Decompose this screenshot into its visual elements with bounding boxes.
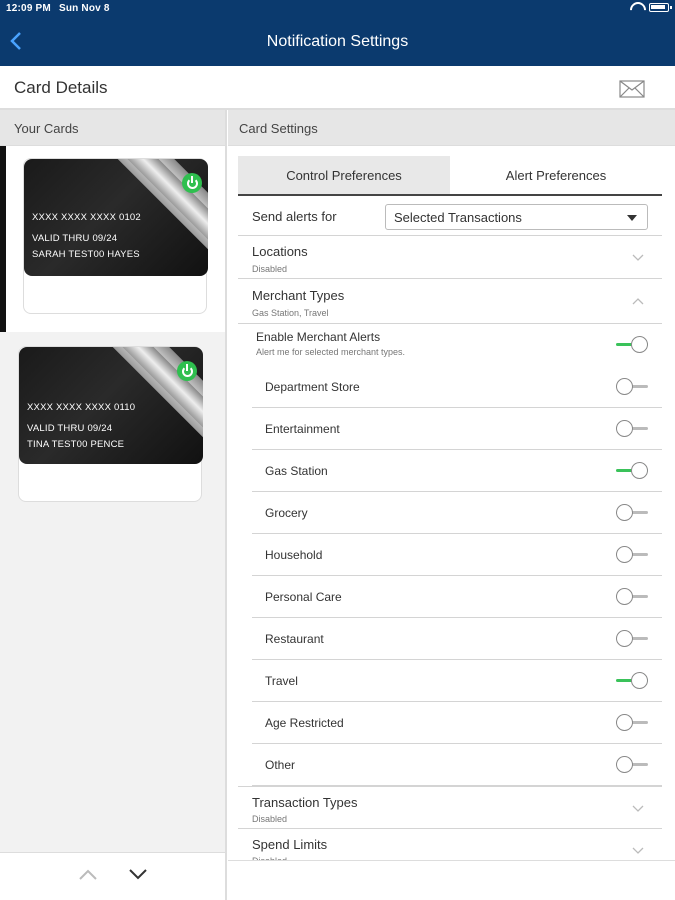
merchant-label: Restaurant (265, 632, 324, 646)
merchant-row (252, 576, 662, 618)
merchant-label: Age Restricted (265, 716, 344, 730)
card-item-0102[interactable] (0, 146, 225, 332)
page-title: Notification Settings (266, 33, 409, 50)
tab-alert-preferences[interactable]: Alert Preferences (505, 168, 607, 183)
top-bar (0, 0, 675, 66)
merchant-toggle[interactable] (616, 504, 648, 522)
merchant-row (252, 492, 662, 534)
merchant-row (252, 366, 662, 408)
preference-tabs (238, 156, 662, 196)
status-bar (6, 3, 110, 14)
card-number: XXXX XXXX XXXX 0102 (32, 212, 141, 223)
chevron-down-icon (632, 254, 644, 262)
merchant-label: Grocery (265, 506, 308, 520)
merchant-types-title: Merchant Types (252, 288, 345, 303)
card-settings-panel (228, 110, 675, 900)
transaction-types-title: Transaction Types (252, 795, 358, 810)
merchant-row (252, 450, 662, 492)
card-item-0110[interactable] (0, 346, 225, 506)
merchant-row (252, 744, 662, 786)
enable-merchant-alerts-row (238, 324, 662, 366)
merchant-label: Travel (265, 674, 298, 688)
merchant-toggle[interactable] (616, 546, 648, 564)
merchant-row (252, 660, 662, 702)
locations-status: Disabled (252, 264, 288, 274)
merchant-label: Personal Care (265, 590, 342, 604)
status-icons (629, 2, 669, 12)
card-holder-name: SARAH TEST00 HAYES (32, 249, 140, 260)
chevron-down-icon (632, 805, 644, 813)
chevron-up-icon (632, 297, 644, 305)
merchant-toggle[interactable] (616, 420, 648, 438)
enable-merchant-title: Enable Merchant Alerts (256, 330, 381, 344)
card-details-title: Card Details (14, 78, 108, 97)
active-card-indicator (0, 146, 6, 332)
status-time: 12:09 PM (6, 3, 51, 14)
chevron-down-icon (632, 847, 644, 855)
merchant-row (252, 702, 662, 744)
power-icon (177, 361, 197, 381)
enable-merchant-sub: Alert me for selected merchant types. (256, 347, 406, 357)
card-valid-thru: VALID THRU 09/24 (32, 233, 118, 244)
merchant-label: Entertainment (265, 422, 340, 436)
card-image (19, 347, 203, 464)
card-frame (18, 346, 202, 502)
merchant-toggle[interactable] (616, 588, 648, 606)
transaction-types-row[interactable] (238, 786, 662, 829)
merchant-toggle[interactable] (616, 630, 648, 648)
bottom-bar (228, 860, 675, 900)
transaction-types-status: Disabled (252, 814, 288, 824)
tab-control-preferences[interactable]: Control Preferences (238, 156, 450, 194)
send-alerts-label: Send alerts for (252, 209, 337, 224)
chevron-up-icon[interactable] (78, 867, 98, 881)
merchant-toggle[interactable] (616, 756, 648, 774)
card-pager (0, 852, 225, 900)
merchant-toggle[interactable] (616, 462, 648, 480)
your-cards-header: Your Cards (0, 110, 225, 146)
merchant-row (252, 408, 662, 450)
merchant-toggle[interactable] (616, 714, 648, 732)
merchant-label: Department Store (265, 380, 360, 394)
power-icon (182, 173, 202, 193)
status-date: Sun Nov 8 (58, 3, 110, 14)
card-holder-name: TINA TEST00 PENCE (27, 439, 125, 450)
merchant-types-summary: Gas Station, Travel (252, 308, 329, 318)
card-valid-thru: VALID THRU 09/24 (27, 423, 113, 434)
send-alerts-value: Selected Transactions (394, 210, 522, 225)
locations-row[interactable] (238, 236, 662, 279)
locations-title: Locations (252, 244, 308, 259)
mail-icon[interactable] (619, 80, 645, 98)
card-number: XXXX XXXX XXXX 0110 (27, 402, 136, 413)
merchant-toggle[interactable] (616, 672, 648, 690)
card-details-bar (0, 66, 675, 110)
spend-limits-title: Spend Limits (252, 837, 328, 852)
merchant-label: Household (265, 548, 323, 562)
merchant-toggle[interactable] (616, 378, 648, 396)
merchant-row (252, 534, 662, 576)
send-alerts-row (238, 200, 662, 236)
merchant-types-row[interactable] (238, 279, 662, 324)
card-image (24, 159, 208, 276)
wifi-icon (629, 2, 643, 12)
battery-icon (649, 3, 669, 12)
enable-merchant-toggle[interactable] (616, 336, 648, 354)
card-frame (23, 158, 207, 314)
chevron-down-icon[interactable] (128, 867, 148, 881)
card-settings-header: Card Settings (228, 110, 675, 146)
cards-panel (0, 110, 227, 900)
merchant-label: Other (265, 758, 296, 772)
merchant-row (252, 618, 662, 660)
merchant-label: Gas Station (265, 464, 328, 478)
